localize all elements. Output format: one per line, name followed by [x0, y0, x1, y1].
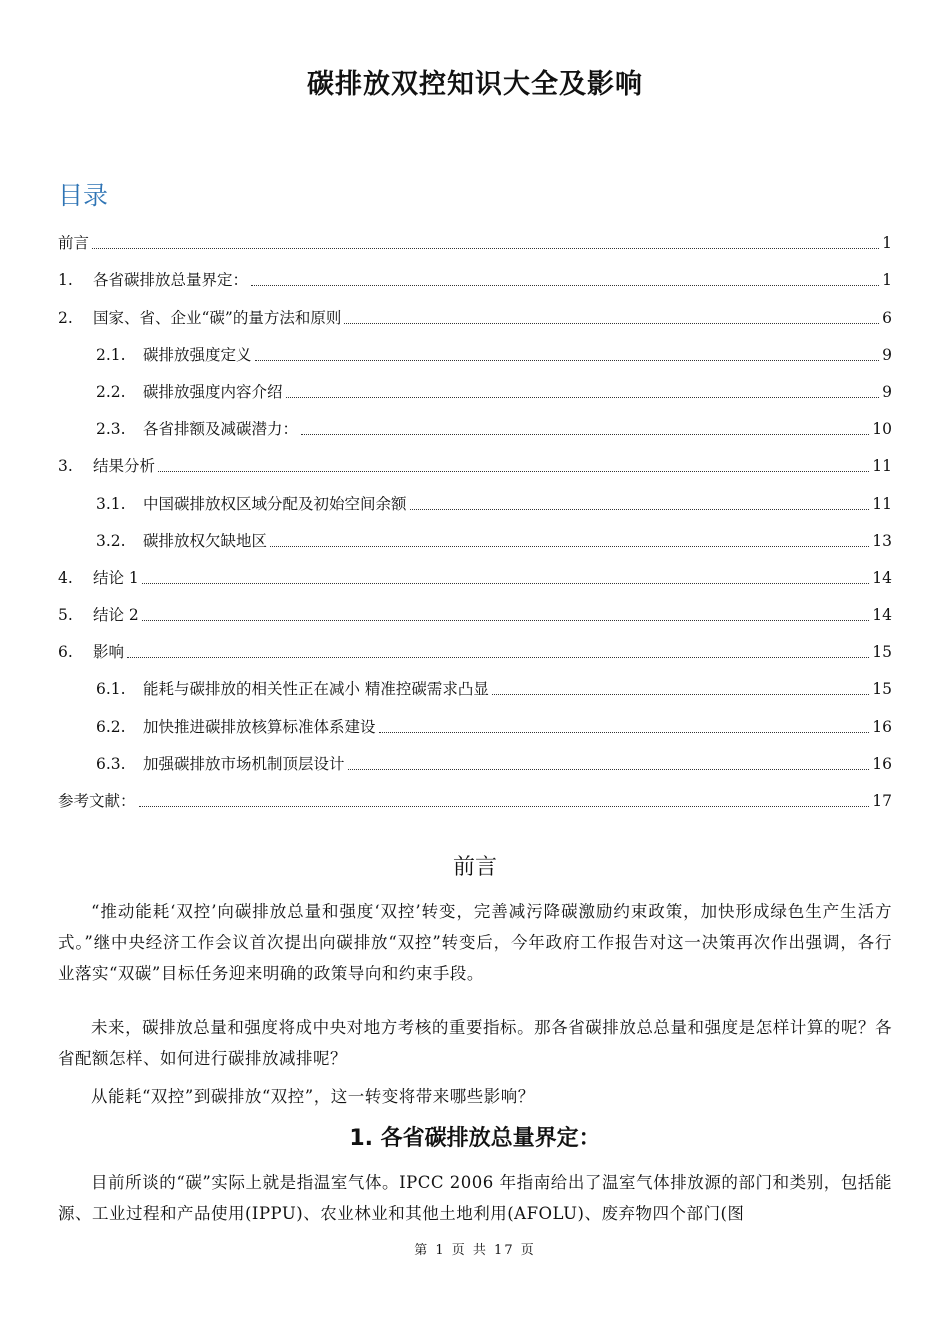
- preface-heading: 前言: [452, 855, 497, 880]
- toc-dot-leader: [286, 397, 880, 398]
- toc-entry-number: 5.: [58, 606, 73, 625]
- toc-entry[interactable]: [58, 626, 892, 663]
- toc-entry[interactable]: [58, 254, 892, 291]
- toc-entry-number: 2.3.: [96, 420, 126, 439]
- toc-entry-page: 14: [872, 568, 892, 587]
- toc-dot-leader: [344, 323, 879, 324]
- toc-entry-page: 13: [872, 531, 892, 550]
- toc-entry[interactable]: [58, 217, 892, 254]
- toc-entry[interactable]: [58, 589, 892, 626]
- toc-entry-page: 14: [872, 606, 892, 625]
- toc-entry[interactable]: [58, 738, 892, 775]
- table-of-contents: [58, 217, 892, 812]
- toc-entry-text: 影响: [93, 643, 125, 662]
- toc-dot-leader: [251, 285, 879, 286]
- toc-entry-page: 9: [882, 345, 892, 364]
- toc-dot-leader: [492, 694, 869, 695]
- toc-entry[interactable]: [58, 700, 892, 737]
- toc-entry-page: 6: [882, 308, 892, 327]
- toc-entry-text: 国家、省、企业“碳”的量方法和原则: [93, 308, 342, 327]
- section-1-paragraph: 目前所谈的“碳”实际上就是指温室气体。IPCC 2006 年指南给出了温室气体排放源的部门和类别，包括能源、工业过程和产品使用(IPPU)、农业林业和其他土地利用(AFOLU)、废弃物四个部门(图: [58, 1173, 892, 1223]
- toc-entry-text: 碳排放强度定义: [143, 345, 252, 364]
- preface-paragraph-1: “推动能耗‘双控’向碳排放总量和强度‘双控’转变，完善减污降碳激励约束政策，加快形成绿色生产生活方式。”继中央经济工作会议首次提出向碳排放“双控”转变后，今年政府工作报告对这一决策再次作出强调，各行业落实“双碳”目标任务迎来明确的政策导向和约束手段。: [58, 902, 892, 983]
- toc-dot-leader: [270, 546, 869, 547]
- toc-entry-number: 6.1.: [96, 680, 126, 699]
- toc-entry-text: 碳排放强度内容介绍: [143, 382, 283, 401]
- toc-entry-text: 结果分析: [93, 457, 156, 476]
- toc-entry-page: 1: [882, 234, 892, 253]
- toc-entry-text: 各省排额及减碳潜力：: [143, 420, 299, 439]
- toc-entry-number: 3.2.: [96, 531, 126, 550]
- toc-entry-text: 前言: [58, 234, 90, 253]
- toc-dot-leader: [348, 769, 870, 770]
- toc-entry-number: 4.: [58, 568, 73, 587]
- toc-entry-page: 16: [872, 754, 892, 773]
- toc-entry-page: 11: [872, 494, 892, 513]
- toc-dot-leader: [139, 806, 870, 807]
- toc-entry-text: 结论 2: [93, 606, 139, 625]
- toc-dot-leader: [410, 509, 870, 510]
- toc-entry[interactable]: [58, 403, 892, 440]
- toc-entry-page: 16: [872, 717, 892, 736]
- toc-dot-leader: [379, 732, 870, 733]
- preface-paragraph-2: 未来，碳排放总量和强度将成中央对地方考核的重要指标。那各省碳排放总总量和强度是怎样计算的呢？各省配额怎样、如何进行碳排放减排呢？: [58, 1018, 892, 1068]
- toc-dot-leader: [158, 471, 869, 472]
- toc-entry-text: 参考文献：: [58, 792, 136, 810]
- toc-entry[interactable]: [58, 440, 892, 477]
- toc-entry-page: 17: [872, 792, 892, 810]
- toc-dot-leader: [142, 583, 869, 584]
- toc-entry-number: 3.1.: [96, 494, 126, 513]
- preface-paragraph-3: 从能耗“双控”到碳排放“双控”，这一转变将带来哪些影响？: [91, 1087, 535, 1106]
- toc-entry[interactable]: [58, 329, 892, 366]
- toc-entry[interactable]: [58, 775, 892, 812]
- toc-entry-page: 9: [882, 382, 892, 401]
- toc-entry-page: 10: [872, 420, 892, 439]
- toc-entry-number: 2.1.: [96, 345, 126, 364]
- toc-entry-page: 15: [872, 643, 892, 662]
- toc-entry-text: 加强碳排放市场机制顶层设计: [143, 754, 345, 773]
- toc-entry-number: 2.: [58, 308, 73, 327]
- toc-dot-leader: [301, 434, 869, 435]
- toc-entry[interactable]: [58, 552, 892, 589]
- toc-heading: 目录: [58, 181, 109, 210]
- toc-entry-text: 各省碳排放总量界定：: [93, 271, 249, 290]
- toc-entry[interactable]: [58, 366, 892, 403]
- toc-entry-number: 6.3.: [96, 754, 126, 773]
- toc-entry-text: 碳排放权欠缺地区: [143, 531, 268, 550]
- toc-entry-text: 中国碳排放权区域分配及初始空间余额: [143, 494, 407, 513]
- toc-entry-text: 结论 1: [93, 568, 139, 587]
- toc-dot-leader: [127, 657, 869, 658]
- toc-entry[interactable]: [58, 477, 892, 514]
- toc-entry[interactable]: [58, 515, 892, 552]
- toc-entry-page: 15: [872, 680, 892, 699]
- toc-entry[interactable]: [58, 663, 892, 700]
- document-title: 碳排放双控知识大全及影响: [307, 69, 643, 100]
- toc-entry-number: 3.: [58, 457, 73, 476]
- toc-entry-text: 能耗与碳排放的相关性正在减小 精准控碳需求凸显: [143, 680, 489, 699]
- toc-entry-text: 加快推进碳排放核算标准体系建设: [143, 717, 376, 736]
- toc-entry-number: 6.: [58, 643, 73, 662]
- toc-entry-number: 6.2.: [96, 717, 126, 736]
- toc-entry-number: 1.: [58, 271, 73, 290]
- toc-dot-leader: [92, 248, 879, 249]
- toc-entry-page: 1: [882, 271, 892, 290]
- page-footer: 第 1 页 共 17 页: [414, 1243, 536, 1258]
- toc-entry[interactable]: [58, 291, 892, 328]
- toc-entry-page: 11: [872, 457, 892, 476]
- section-1-heading: 1. 各省碳排放总量界定：: [349, 1126, 601, 1151]
- toc-dot-leader: [142, 620, 869, 621]
- toc-entry-number: 2.2.: [96, 382, 126, 401]
- toc-dot-leader: [255, 360, 880, 361]
